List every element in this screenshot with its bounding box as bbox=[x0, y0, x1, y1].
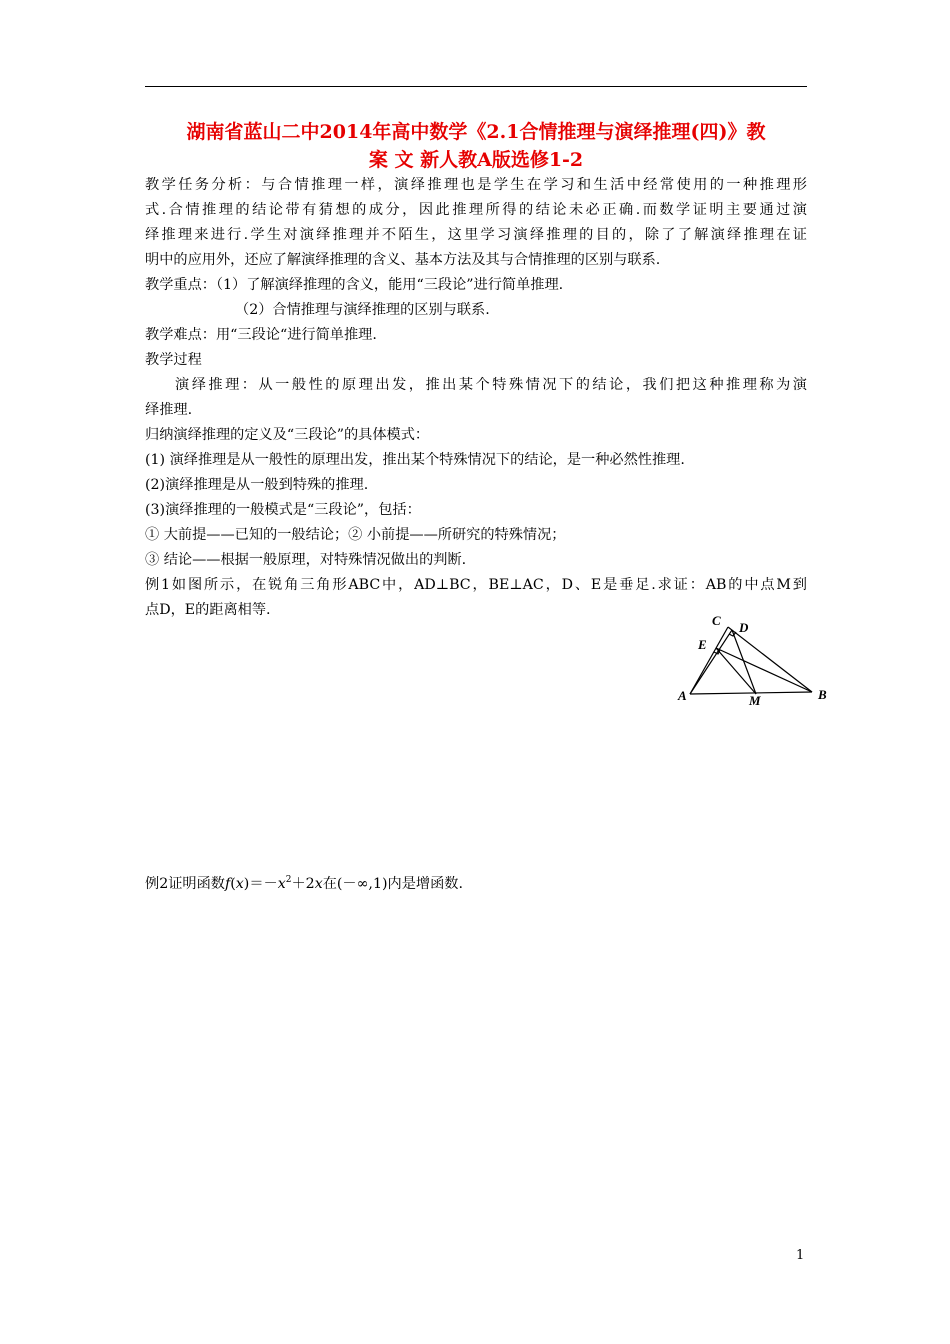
process-heading: 教学过程 bbox=[145, 352, 202, 368]
example2-x-squared-base: x bbox=[277, 876, 286, 892]
example2-suffix: 在(－∞,1)内是增函数. bbox=[322, 876, 463, 892]
list-item-2: (2)演绎推理是从一般到特殊的推理. bbox=[145, 477, 369, 493]
page-title bbox=[145, 118, 807, 174]
difficulty: 教学难点：用“三段论“进行简单推理. bbox=[145, 327, 377, 343]
title-line-2: 案 文 新人教A版选修1-2 bbox=[368, 149, 584, 171]
segment-ac bbox=[690, 627, 728, 694]
page-number: 1 bbox=[796, 1248, 805, 1263]
list-item-4: ① 大前提——已知的一般结论；② 小前提——所研究的特殊情况； bbox=[145, 527, 566, 543]
example2 bbox=[145, 872, 463, 897]
definition-line-2: 绎推理. bbox=[145, 402, 193, 418]
task-analysis-line-1: 教学任务分析：与合情推理一样，演绎推理也是学生在学习和生活中经常使用的一种推理形 bbox=[145, 177, 807, 193]
label-a: A bbox=[678, 688, 687, 703]
label-e: E bbox=[698, 637, 707, 652]
label-c: C bbox=[712, 613, 721, 628]
example2-f: f bbox=[224, 876, 231, 892]
list-item-3: (3)演绎推理的一般模式是“三段论”，包括： bbox=[145, 502, 421, 518]
example2-exponent: 2 bbox=[285, 875, 292, 885]
label-b: B bbox=[818, 687, 827, 702]
key-points-2: （2）合情推理与演绎推理的区别与联系. bbox=[235, 302, 490, 318]
list-item-1: (1) 演绎推理是从一般性的原理出发，推出某个特殊情况下的结论，是一种必然性推理. bbox=[145, 452, 685, 468]
task-analysis-line-2: 式.合情推理的结论带有猜想的成分，因此推理所得的结论未必正确.而数学证明主要通过演 bbox=[145, 202, 807, 218]
list-item-5: ③ 结论——根据一般原理，对特殊情况做出的判断. bbox=[145, 552, 467, 568]
segment-em bbox=[716, 648, 756, 694]
segment-ad bbox=[690, 630, 732, 694]
label-d: D bbox=[739, 620, 749, 635]
example1-line-2: 点D，E的距离相等. bbox=[145, 602, 271, 618]
example1-line-1: 例1如图所示，在锐角三角形ABC中，AD⊥BC，BE⊥AC，D、E是垂足.求证：AB的中点M到 bbox=[145, 577, 807, 593]
example2-prefix: 例2证明函数 bbox=[145, 876, 225, 892]
example2-x-linear: x bbox=[314, 876, 323, 892]
summary-heading: 归纳演绎推理的定义及“三段论”的具体模式： bbox=[145, 427, 430, 443]
task-analysis-line-4: 明中的应用外，还应了解演绎推理的含义、基本方法及其与合情推理的区别与联系. bbox=[145, 252, 661, 268]
key-points-1: 教学重点：（1）了解演绎推理的含义，能用“三段论”进行简单推理. bbox=[145, 277, 564, 293]
header-rule bbox=[145, 86, 807, 87]
triangle-figure bbox=[672, 612, 837, 712]
label-m: M bbox=[749, 693, 761, 708]
example2-plus: ＋2 bbox=[291, 876, 315, 892]
body-text bbox=[145, 173, 807, 623]
example2-x: x bbox=[235, 876, 244, 892]
example2-open: ( bbox=[230, 876, 236, 892]
definition-line-1: 演绎推理：从一般性的原理出发，推出某个特殊情况下的结论，我们把这种推理称为演 bbox=[175, 377, 807, 393]
example2-close-eq: )＝－ bbox=[243, 876, 278, 892]
title-line-1: 湖南省蓝山二中2014年高中数学《2.1合情推理与演绎推理(四)》教 bbox=[186, 121, 766, 143]
task-analysis-line-3: 绎推理来进行.学生对演绎推理并不陌生，这里学习演绎推理的目的，除了了解演绎推理在证 bbox=[145, 227, 807, 243]
